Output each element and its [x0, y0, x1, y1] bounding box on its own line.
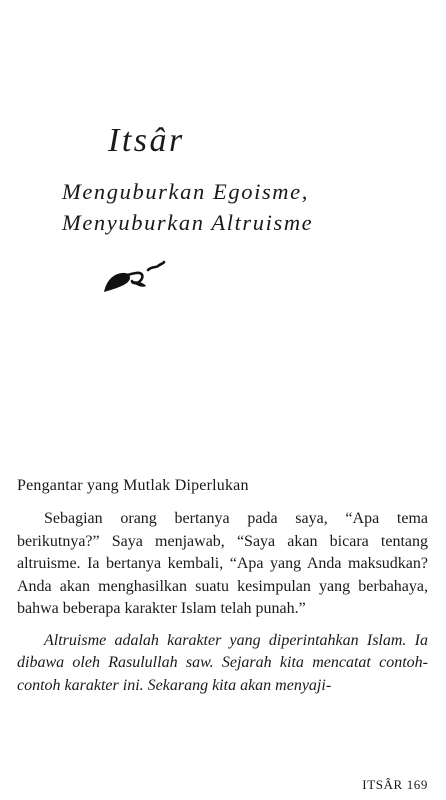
- subtitle-line-1: Menguburkan Egoisme,: [62, 179, 309, 204]
- running-head: ITSÂR: [362, 777, 403, 792]
- chapter-title: Itsâr: [108, 122, 185, 159]
- paragraph-2: Altruisme adalah karakter yang diperintahkan Islam. Ia dibawa oleh Rasulullah saw. Sejarah kita mencatat contoh-contoh karakter ini. Sekarang kita akan menyaji-: [17, 631, 428, 694]
- body-text: [17, 508, 428, 706]
- paragraph-1: Sebagian orang bertanya pada saya, “Apa tema berikutnya?” Saya menjawab, “Saya akan bicara tentang altruisme. Ia bertanya kembali, “Apa yang Anda maksudkan? Anda akan menghasilkan suatu kesimpulan yang berbahaya, bahwa beberapa karakter Islam telah punah.”: [17, 510, 428, 617]
- page-number: 169: [406, 777, 428, 792]
- page-footer: [362, 777, 428, 793]
- chapter-subtitle: [62, 176, 313, 238]
- leaf-flourish-icon: [102, 256, 166, 296]
- subtitle-line-2: Menyuburkan Altruisme: [62, 210, 314, 235]
- section-heading: Pengantar yang Mutlak Diperlukan: [17, 477, 249, 494]
